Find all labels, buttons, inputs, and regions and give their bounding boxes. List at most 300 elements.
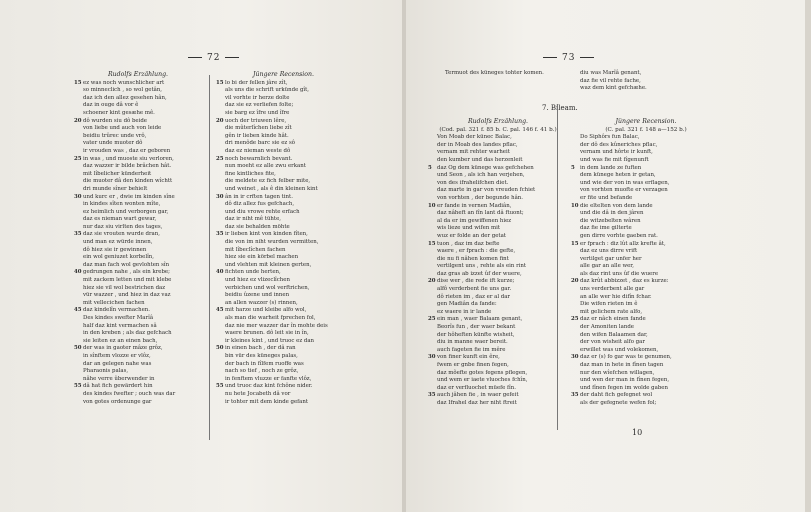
line-text: der daht fich gefegnet wol [580, 392, 653, 399]
verse-line [74, 140, 202, 148]
line-text: daz sie vrouten wurde dran, [83, 231, 160, 238]
verse-line [74, 269, 202, 277]
verse-line [216, 239, 351, 247]
line-text: beidiu ûzene und innen [225, 292, 290, 299]
right-column-recension [571, 118, 721, 408]
line-text: nun moeht ez alle zwu erkant [225, 163, 306, 170]
line-text: dô hiez sie ir gewinnen [83, 246, 147, 253]
line-text: er fprach : diz lût allz krefte ât, [580, 240, 666, 247]
line-text: fine kintliches fite, [225, 170, 276, 177]
verse-line [74, 118, 202, 126]
verse-line [428, 362, 568, 370]
line-text: gen Madiân da fande: [437, 301, 497, 308]
line-text: mit harze und kleibe alfo wol, [225, 307, 307, 314]
verse-line [74, 186, 202, 194]
column-heading: Rudolfs Erzählung. [107, 71, 169, 78]
column-subheading: (C. pal. 321 f. 148 a—152 b.) [605, 126, 687, 133]
verse-line [571, 149, 721, 157]
line-text: und diu vrowe rehte erfach [225, 208, 300, 215]
line-number: 10 [571, 202, 579, 209]
left-page [0, 0, 404, 512]
line-text: alle gar an alle wer, [580, 263, 634, 270]
line-text: mit zackem letten und mit klebe [83, 277, 172, 284]
line-text: daz ez nieman weste dô [225, 147, 291, 154]
signature-mark: 10 [632, 428, 643, 437]
line-text: daz mõefte gotes fegens pflegen, [437, 369, 528, 376]
verse-line [74, 345, 202, 353]
verse-line [428, 316, 568, 324]
line-number: 30 [428, 354, 436, 361]
verse-line [571, 85, 721, 93]
line-number: 35 [74, 231, 82, 238]
line-text: daz er verfluochet müefe fîn. [437, 384, 516, 391]
verse-line [216, 231, 351, 239]
line-text: und Seon , als ich han verjehen, [437, 172, 525, 179]
verse-line [428, 256, 568, 264]
verse-line [216, 125, 351, 133]
verse-line [216, 201, 351, 209]
line-text: und truoc daz kint fchône nider. [225, 383, 313, 390]
line-number: 40 [216, 269, 224, 276]
verse-line [571, 180, 721, 188]
verse-line [436, 70, 574, 78]
line-number: 30 [216, 193, 224, 200]
line-number: 20 [571, 278, 579, 285]
line-text: und vlehten mit kleinen gerten, [225, 261, 312, 268]
line-text: und die dâ in den jâren [580, 210, 644, 217]
line-text: daz gras ab izzet ûf der wuere, [437, 270, 522, 277]
verse-line [428, 263, 568, 271]
line-text: und hiez ez vlizeclîchen [225, 277, 290, 284]
line-text: ez waere in ir lande [437, 308, 492, 315]
line-text: hiez sie vil wol bestrichen daz [83, 284, 166, 291]
verse-line [571, 210, 721, 218]
verse-line [74, 110, 202, 118]
line-text: vür wazzer , und hiez in daz vaz [83, 292, 171, 299]
line-text: mit vellecichen fachen [83, 299, 145, 306]
verse-line [428, 233, 568, 241]
verse-line [74, 224, 202, 232]
verse-line [216, 171, 351, 179]
right-column-rudolf [428, 118, 568, 408]
line-text: daz nâheft an fîn lant dâ ftuont; [437, 210, 524, 217]
verse-line [571, 278, 721, 286]
line-text: erwillet was und volekomen, [580, 346, 659, 353]
verse-line [571, 339, 721, 347]
line-number: 5 [428, 164, 432, 171]
line-text: mit lîbelicher künderheit [83, 170, 152, 177]
line-text: von gotes ordenunge gar [83, 398, 152, 405]
verse-line [216, 330, 351, 338]
line-number: 30 [74, 193, 82, 200]
verse-line [216, 156, 351, 164]
line-text: al da er im gewiffenen hiez [437, 217, 512, 224]
line-text: und wem er iaete vluoches fchîn, [437, 377, 528, 384]
verse-line [571, 362, 721, 370]
right-column-a-top [436, 70, 574, 78]
line-text: vil vorhte ir herze dolte [225, 94, 290, 101]
line-text: ein wol geniuzet korbelîn, [83, 254, 154, 261]
line-text: daz man in hete in fînen tagen [580, 362, 664, 368]
line-text: lo bi der fellen jâre zît, [225, 79, 288, 86]
line-text: Do Siphôrs fun Balac, [580, 134, 640, 141]
verse-line [74, 216, 202, 224]
line-text: daz wazzer ir bilde brâchen hât. [83, 163, 172, 170]
line-text: mit gelichem rate alfo, [580, 308, 643, 315]
line-text: mit lîbeclîchen fachen [225, 246, 286, 253]
line-number: 15 [428, 240, 436, 247]
verse-line [571, 70, 721, 78]
line-text: von finer kunft ein êre, [437, 354, 500, 361]
verse-line [571, 248, 721, 256]
line-text: in kindes sîten wonten mîte, [83, 201, 161, 208]
line-text: dri menôde barc sie ez sô [225, 140, 295, 147]
line-text: der bach in fîlfem ruoffe was [225, 360, 304, 367]
verse-line [428, 134, 568, 142]
verse-line [216, 140, 351, 148]
verse-line [428, 203, 568, 211]
verse-line [74, 391, 202, 399]
line-number: 15 [74, 79, 82, 86]
line-text: gedrungen nahe , als ein krebe; [83, 269, 170, 276]
line-text: dem künege heten ir getan, [580, 172, 656, 179]
line-number: 15 [216, 79, 224, 86]
line-text: half daz kint vermachen sâ [83, 322, 157, 329]
verse-line [571, 400, 721, 408]
verse-line [74, 330, 202, 338]
verse-line [571, 225, 721, 233]
verse-line [74, 201, 202, 209]
line-text: dô diz allez fus gefchach, [225, 201, 295, 208]
line-text: Beorîs fun , der waer bekant [437, 324, 516, 331]
verse-line [216, 368, 351, 376]
verse-line [216, 353, 351, 361]
verse-line [74, 239, 202, 247]
line-text: nur den wîefchen willagen, [580, 369, 655, 376]
verse-line [428, 248, 568, 256]
line-text: von vorhten muofte er verzagen [580, 187, 668, 194]
line-text: und fînen fegen im wolde gaben [580, 384, 668, 391]
verse-line [571, 385, 721, 393]
verse-line [571, 187, 721, 195]
verse-line [74, 194, 202, 202]
line-text: den kumber und das herzenleit [437, 156, 523, 163]
line-text: daz es nieman wart gewar, [83, 216, 157, 223]
verse-line [571, 286, 721, 294]
verse-line [216, 383, 351, 391]
line-text: dâ hat fich gewärdert hin [83, 383, 153, 390]
section-title: 7. Bileam. [542, 104, 578, 112]
right-column-b-top [571, 70, 721, 93]
line-text: die muoter dâ den kinden wîchtt [83, 178, 173, 185]
line-number: 35 [571, 392, 579, 399]
line-text: daz krût abbizzet , daz es kurze: [580, 278, 669, 285]
verse-line [74, 361, 202, 369]
verse-line [216, 110, 351, 118]
line-text: vernam und hôrte ir kunft, [580, 149, 653, 156]
verse-line [216, 345, 351, 353]
line-text: ir vrouden was , daz er geboren [83, 147, 171, 154]
line-text: der in Moab des landes pflac, [437, 141, 518, 148]
verse-line [74, 148, 202, 156]
verse-line [216, 292, 351, 300]
verse-line [428, 301, 568, 309]
line-number: 20 [74, 117, 82, 124]
verse-line [428, 271, 568, 279]
line-text: in fenftem vluzze er fanfte vlôz, [225, 375, 312, 382]
column-divider [209, 75, 210, 440]
line-number: 25 [428, 316, 436, 323]
line-text: daz kindelîn vermachen. [83, 307, 150, 314]
page-number-left: 72 [183, 53, 244, 63]
line-number: 40 [74, 269, 82, 276]
verse-line [216, 216, 351, 224]
line-text: bin vür des küneges palas, [225, 352, 298, 359]
verse-line [428, 354, 568, 362]
line-number: 25 [216, 155, 224, 162]
line-text: ir tohter mit dem kinde gefant [225, 398, 309, 405]
verse-line [428, 241, 568, 249]
line-text: sie leiten ez an einen bach, [83, 337, 158, 344]
verse-line [571, 157, 721, 165]
verse-line [571, 354, 721, 362]
line-text: er fande in vernen Madiân, [437, 202, 512, 209]
line-text: die nu fi nâhen komen fint [437, 255, 509, 262]
verse-line [428, 187, 568, 195]
line-text: Des kindes swefter Marîâ [83, 315, 154, 321]
line-text: Termuot des küneges tohter komen. [445, 70, 544, 76]
line-text: schoener kint gesæhe mê. [83, 109, 155, 116]
verse-line [74, 209, 202, 217]
line-text: in den kreben ; als daz gefchach [83, 330, 172, 337]
verse-line [74, 254, 202, 262]
line-text: Pharaonis palas, [83, 368, 129, 375]
verse-line [571, 332, 721, 340]
verse-line [216, 102, 351, 110]
line-text: ân in ir crften tagen tint. [225, 193, 293, 200]
page-number-right: 73 [538, 53, 599, 63]
line-text: sie barg ez îfre und îfre [225, 109, 290, 116]
verse-line [571, 195, 721, 203]
line-text: uns verderbent alle gar [580, 286, 645, 293]
verse-line [571, 301, 721, 309]
verse-line [428, 218, 568, 226]
line-text: der was in gaoter mâze grôz, [83, 345, 163, 352]
verse-line [428, 172, 568, 180]
verse-line [74, 262, 202, 270]
line-number: 35 [428, 392, 436, 399]
column-divider [557, 104, 558, 430]
verse-line [428, 149, 568, 157]
line-text: waz dem kint gefchæhe. [580, 85, 647, 92]
line-text: er fite und befande [580, 194, 633, 201]
line-text: daz Ifrahel daz her niht ftreit [437, 399, 517, 406]
verse-line [571, 392, 721, 400]
verse-line [74, 315, 202, 323]
line-text: dô rieten im , daz er al dar [437, 293, 511, 300]
line-text: uoch der triuwen lêre, [225, 117, 287, 124]
verse-line [216, 95, 351, 103]
verse-line [428, 165, 568, 173]
verse-line [571, 233, 721, 241]
line-text: von liebe und auch von leide [83, 125, 162, 132]
line-text: gên ir lieben kinde hât. [225, 132, 289, 139]
line-text: in was , und muoste siu verloren, [83, 155, 174, 162]
line-text: fwem er gnbe finen fegen, [437, 362, 509, 368]
line-number: 30 [571, 354, 579, 361]
verse-line [428, 332, 568, 340]
line-text: so minneclich , so wol getân, [83, 87, 163, 94]
verse-line [216, 399, 351, 407]
verse-line [428, 392, 568, 400]
verse-line [216, 277, 351, 285]
verse-line [428, 195, 568, 203]
verse-line [216, 194, 351, 202]
verse-line [571, 324, 721, 332]
line-text: auch fageten fie im mêre [437, 346, 506, 353]
verse-line [571, 377, 721, 385]
line-text: die eltelten von dem lande [580, 202, 653, 209]
line-text: wuz er folde an der getat [437, 232, 506, 239]
line-text: nur daz siu virlten des tages, [83, 223, 163, 230]
line-text: an allen wazzer (s) rinnen, [225, 299, 298, 306]
verse-line [74, 277, 202, 285]
verse-line [428, 157, 568, 165]
line-text: daz sie behalden möhte [225, 223, 290, 230]
line-text: ir kleines kint , und truoc ez dan [225, 337, 315, 344]
line-number: 20 [216, 117, 224, 124]
line-number: 20 [428, 278, 436, 285]
verse-line [74, 368, 202, 376]
line-text: beidiu trûrec unde vrô, [83, 132, 147, 139]
line-text: und wen der man in fînen fegen, [580, 377, 670, 384]
line-text: in einen bach , der dâ ran [225, 345, 296, 352]
line-number: 35 [216, 231, 224, 238]
line-text: dô wurden siu dô beide [83, 117, 147, 124]
line-number: 55 [216, 383, 224, 390]
line-text: daz marte in gar von vreuden fchiet [437, 187, 536, 194]
line-text: waere , er fprach : die gefte, [437, 248, 516, 255]
line-text: als daz rint uns ûf die wuere [580, 270, 659, 277]
line-text: ein man , waer Balaam genant, [437, 316, 523, 323]
line-text: diu in manne waer bereit. [437, 339, 508, 346]
line-text: in dem lande ze fuften [580, 164, 642, 171]
verse-line [216, 178, 351, 186]
column-subheading: (Cod. pal. 321 f. 85 b. C. pal. 146 f. 41 b.) [439, 126, 557, 133]
verse-line [216, 269, 351, 277]
verse-line [571, 316, 721, 324]
verse-line [428, 339, 568, 347]
verse-line [216, 186, 351, 194]
line-text: daz fie ime gilterte [580, 225, 632, 232]
line-text: der hôheften künfte wisheit, [437, 331, 515, 338]
verse-line [428, 400, 568, 408]
line-text: die witzebelten wâren [580, 217, 641, 224]
line-text: ir lieben kint von kinden fîten, [225, 231, 308, 238]
verse-line [428, 324, 568, 332]
line-text: und wie der von in was erflagen, [580, 179, 670, 186]
verse-line [216, 148, 351, 156]
line-text: und kurc er , dwie im kinden sîne [83, 193, 175, 200]
line-text: daz in ouge dâ vor ê [83, 102, 139, 109]
left-column-recension [216, 71, 351, 406]
verse-line [428, 210, 568, 218]
line-text: daz ez uns dirre vrift [580, 248, 638, 255]
verse-line [74, 125, 202, 133]
line-text: alfô verderbent fie uns gar. [437, 286, 512, 293]
line-text: Die wifen rieten im ê [580, 301, 638, 308]
column-heading: Rudolfs Erzählung. [467, 118, 529, 125]
line-text: dar an gelegen nahe was [83, 360, 152, 367]
line-text: den wifen Balaamen dar, [580, 331, 648, 338]
verse-line [428, 278, 568, 286]
line-text: die meldete ez fich felber mite, [225, 178, 311, 185]
line-text: die von im niht wurden vermitten, [225, 239, 319, 246]
line-text: daz Og dem künege was gefchehen [437, 164, 534, 171]
verse-line [571, 134, 721, 142]
line-text: vertilgent uns , rehte als ein rint [437, 263, 527, 270]
line-text: und was fie mit fîgenunft [580, 156, 649, 163]
verse-line [571, 241, 721, 249]
line-text: dri munde sîner behielt [83, 185, 148, 192]
verse-line [74, 231, 202, 239]
verse-line [74, 383, 202, 391]
line-text: als der gefegnete wefen fol; [580, 399, 657, 406]
column-heading: Jüngere Recension. [615, 118, 677, 125]
line-text: daz sie ez verliefen folte; [225, 102, 294, 109]
line-text: gen dirre vorhte gaeben rat. [580, 232, 658, 239]
right-page [406, 0, 805, 512]
verse-line [571, 78, 721, 86]
line-text: der Amoniten lande [580, 324, 634, 331]
column-heading: Jüngere Recension. [253, 71, 314, 78]
line-number: 10 [428, 202, 436, 209]
line-text: daz ir niht mê tühte, [225, 216, 281, 223]
verse-line [216, 300, 351, 308]
line-text: an alle wer hie difîn fchar. [580, 293, 652, 300]
line-text: daz ich den allez gesehen hân, [83, 94, 167, 101]
line-text: diu was Marîâ genant, [580, 70, 642, 76]
line-text: tuon , daz im daz befte [437, 240, 500, 247]
line-text: wis lieze und wifen mit [437, 225, 501, 232]
verse-line [74, 285, 202, 293]
line-text: und man ez würde innen, [83, 239, 153, 246]
line-text: daz nie mer wazzer dar în mohte deis [225, 322, 328, 329]
line-number: 50 [74, 345, 82, 352]
verse-line [216, 391, 351, 399]
line-text: noch bewarnlich bevant. [225, 155, 293, 162]
verse-line [571, 165, 721, 173]
line-text: als uns die schrift urkünde gît, [225, 87, 310, 94]
verse-line [74, 307, 202, 315]
line-text: dise wer , die rede ift kurze; [437, 278, 515, 285]
line-text: in sînftem vlozze er vlôz, [83, 352, 151, 359]
verse-line [74, 87, 202, 95]
verse-line [74, 353, 202, 361]
line-number: 25 [571, 316, 579, 323]
verse-line [216, 315, 351, 323]
line-text: nu hete Jocabeth dâ vor [225, 390, 291, 397]
line-text: des kindes fwefter ; ouch was dar [83, 390, 176, 397]
line-text: ez was noch wunschlicher art [83, 79, 165, 86]
line-text: Von Moab der künec Balac, [437, 134, 512, 141]
line-text: fichten unde herten, [225, 269, 281, 276]
verse-line [571, 263, 721, 271]
verse-line [428, 225, 568, 233]
line-text: der von wisheit alfo gar [580, 339, 645, 346]
line-text: vernam mit rehter warheit [437, 149, 510, 156]
line-text: ez heimlich und verborgen gar, [83, 208, 169, 215]
